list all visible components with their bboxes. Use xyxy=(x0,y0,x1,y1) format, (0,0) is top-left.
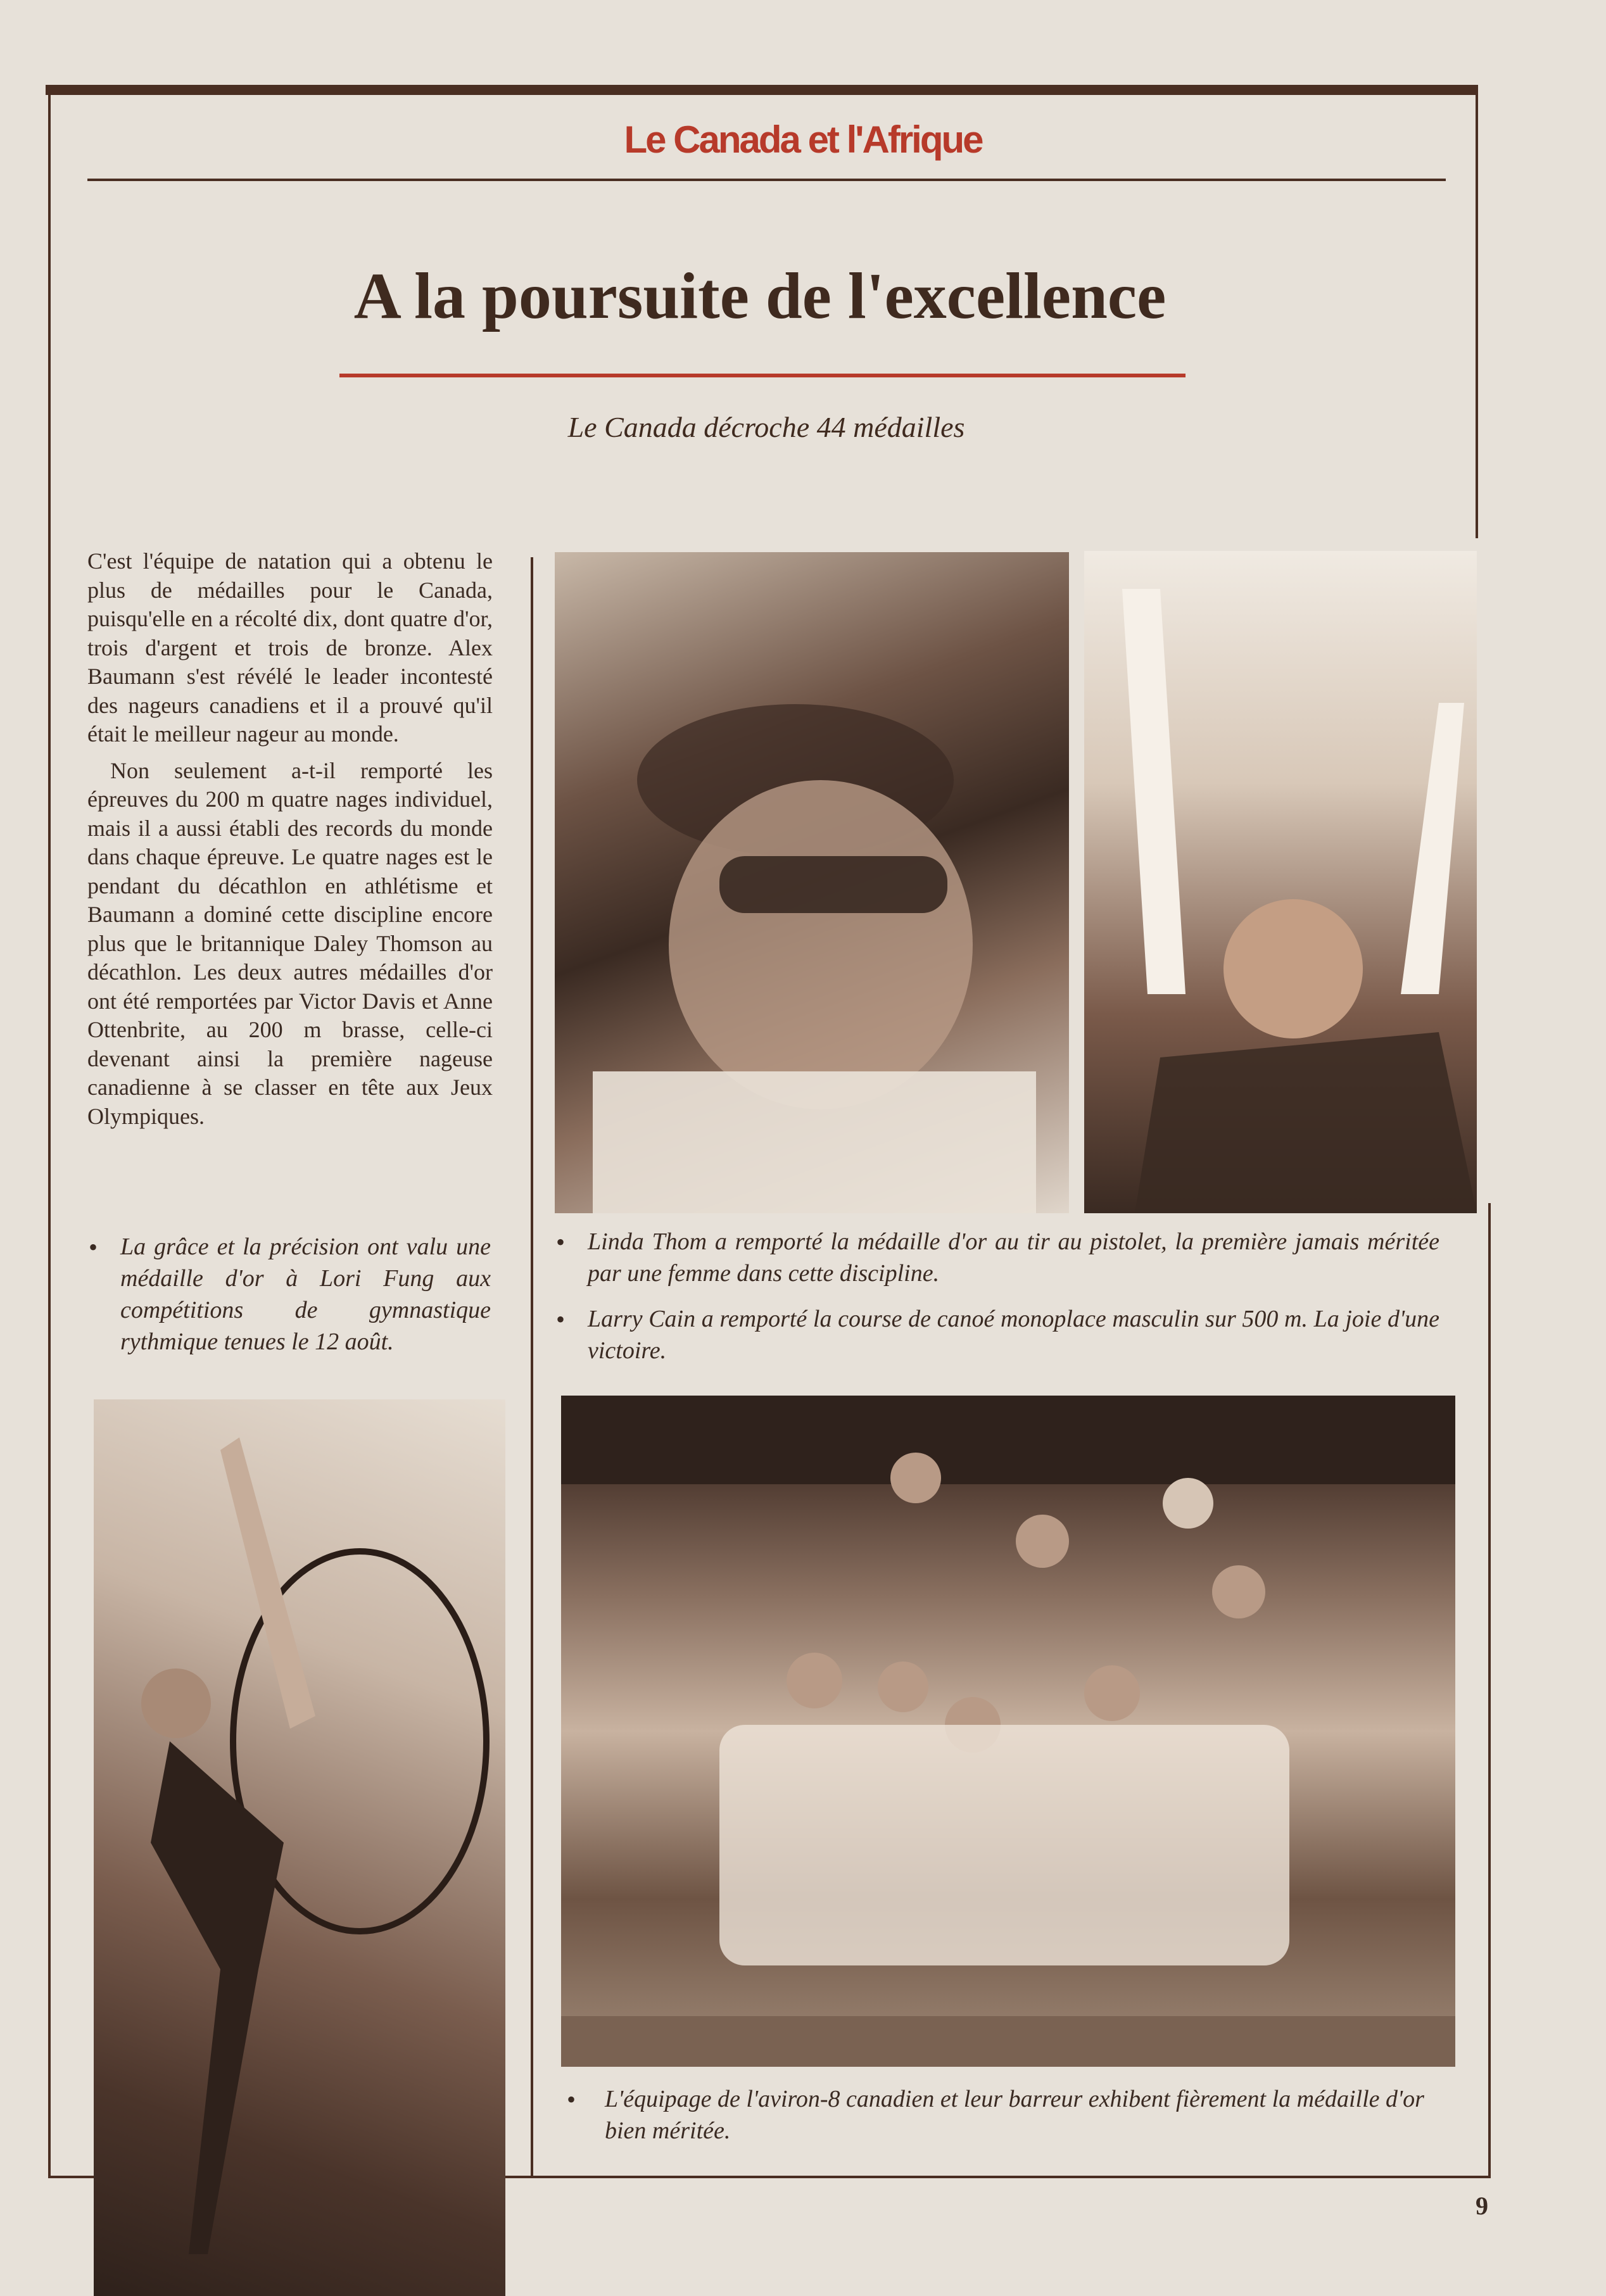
photo-larry-cain-art xyxy=(1084,551,1477,1213)
photo-lori-fung xyxy=(94,1399,505,2296)
header-rule xyxy=(87,179,1446,181)
caption-larry-cain: Larry Cain a remporté la course de canoé monoplace masculin sur 500 m. La joie d'une victoire. xyxy=(588,1306,1439,1364)
photo-linda-thom xyxy=(555,552,1069,1213)
headline: A la poursuite de l'excellence xyxy=(353,260,1167,332)
body-paragraph-1: C'est l'équipe de natation qui a obtenu le plus de médailles pour le Canada, puisqu'elle en a récolté dix, dont quatre d'or, trois d'argent et trois de bronze. Alex Baumann s'est révélé le leader incontesté des nageurs canadiens et il a prouvé qu'il était le meilleur nageur au monde. xyxy=(87,548,493,747)
subheadline: Le Canada décroche 44 médailles xyxy=(567,411,965,443)
caption-rowing-crew: L'équipage de l'aviron-8 canadien et leur barreur exhibent fièrement la médaille d'or bien méritée. xyxy=(605,2086,1424,2144)
photo-lori-fung-art xyxy=(94,1399,505,2296)
photo-linda-thom-art xyxy=(555,552,1069,1213)
headline-underline xyxy=(339,374,1186,377)
photo-rowing-eight-art xyxy=(561,1396,1455,2067)
article-body xyxy=(87,547,493,1131)
caption-bullet-gymnastics: • xyxy=(89,1233,98,1261)
page-frame-left xyxy=(48,95,51,2178)
page-frame-top xyxy=(46,85,1478,95)
caption-bullet-thom: • xyxy=(556,1228,566,1256)
caption-linda-thom: Linda Thom a remporté la médaille d'or au tir au pistolet, la première jamais méritée par une femme dans cette discipline. xyxy=(588,1228,1439,1287)
page-frame-right-lower xyxy=(1488,1203,1491,2178)
caption-bullet-cain: • xyxy=(556,1305,566,1334)
column-divider xyxy=(531,557,533,2178)
photo-larry-cain xyxy=(1084,551,1477,1213)
body-paragraph-2: Non seulement a-t-il remporté les épreuves du 200 m quatre nages individuel, mais il a aussi établi des records du monde dans chaque épreuve. Le quatre nages est le pendant du décathlon en athlétisme et Baumann a dominé cette discipline encore plus que le britannique Daley Thomson au décathlon. Les deux autres médailles d'or ont été remportées par Victor Davis et Anne Ottenbrite, au 200 m brasse, celle-ci devenant ainsi la première nageuse canadienne à se classer en tête aux Jeux Olympiques. xyxy=(87,757,493,1129)
caption-gymnastics: La grâce et la précision ont valu une médaille d'or à Lori Fung aux compétitions de gymnastique rythmique tenues le 12 août. xyxy=(120,1233,491,1355)
photo-rowing-eight xyxy=(561,1396,1455,2067)
section-title: Le Canada et l'Afrique xyxy=(624,118,982,161)
caption-bullet-crew: • xyxy=(567,2085,576,2114)
page-number: 9 xyxy=(1476,2192,1488,2220)
